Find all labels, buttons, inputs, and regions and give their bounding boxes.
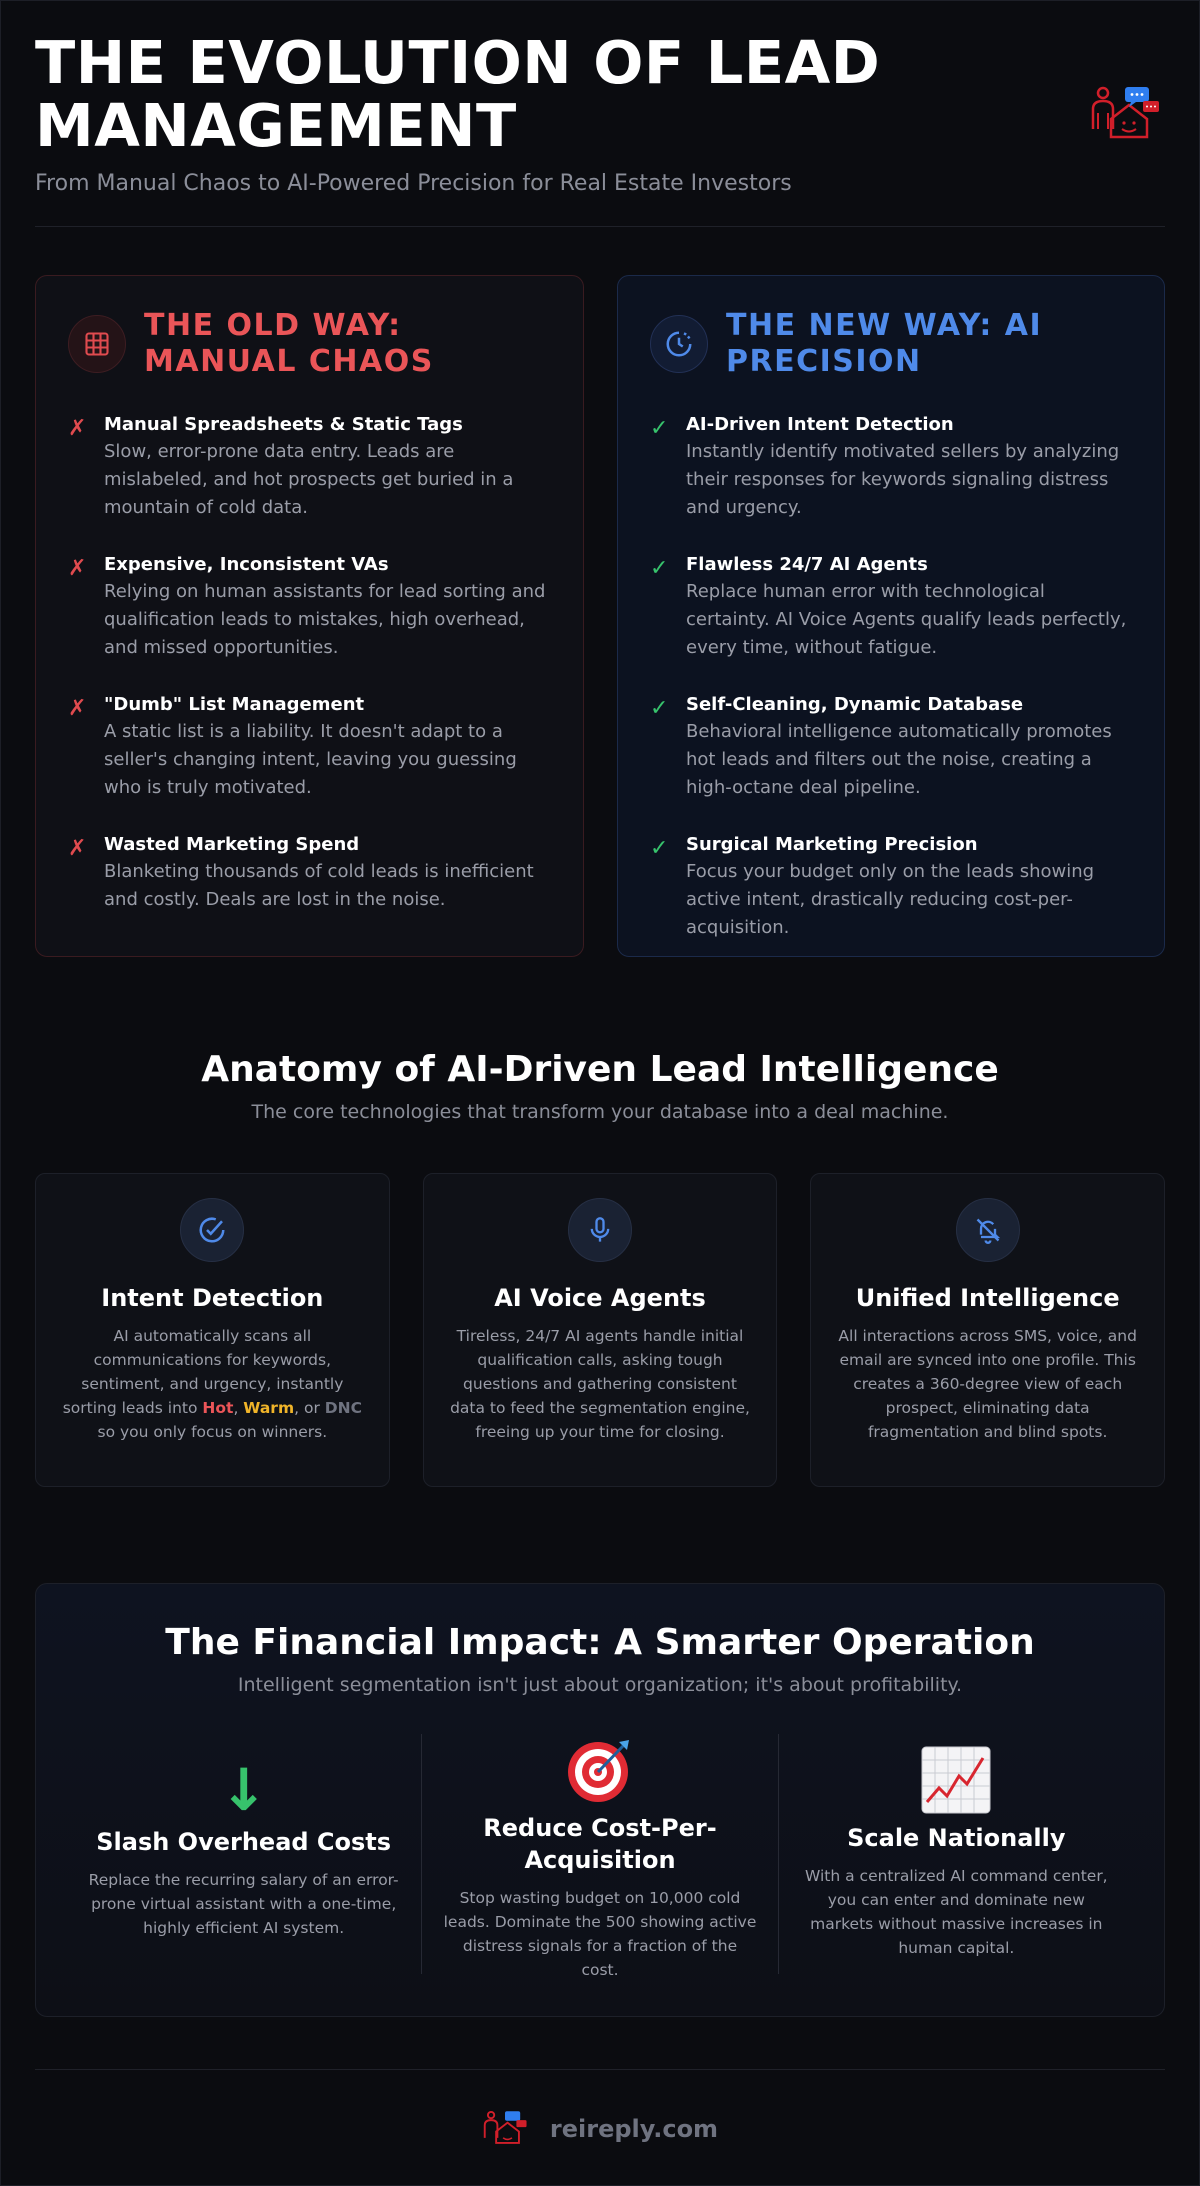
card-text: All interactions across SMS, voice, and email are synced into one profile. This creates a 360-degree view of each prospect, eliminating data fragmentation and blind spots. bbox=[838, 1327, 1137, 1441]
chart-up-icon bbox=[799, 1744, 1114, 1814]
financial-section bbox=[35, 1583, 1165, 2017]
down-arrow-icon bbox=[86, 1756, 401, 1824]
check-icon: ✓ bbox=[650, 556, 669, 581]
separator: , bbox=[233, 1399, 244, 1417]
agent-house-chat-icon bbox=[482, 2110, 528, 2148]
agent-house-chat-icon bbox=[1089, 85, 1161, 145]
item-text: Blanketing thousands of cold leads is inefficient and costly. Deals are lost in the noise. bbox=[104, 861, 534, 910]
list-item bbox=[68, 692, 551, 802]
item-title: "Dumb" List Management bbox=[104, 694, 365, 715]
target-icon bbox=[442, 1734, 757, 1804]
list-item bbox=[650, 552, 1132, 662]
item-title: AI-Driven Intent Detection bbox=[686, 414, 954, 435]
check-icon: ✓ bbox=[650, 416, 669, 441]
impact-title: Slash Overhead Costs bbox=[96, 1828, 392, 1856]
header bbox=[35, 1, 1165, 227]
impact-scale-nationally bbox=[778, 1734, 1134, 1974]
impact-reduce-cpa bbox=[421, 1734, 777, 1979]
card-title: Intent Detection bbox=[101, 1284, 324, 1312]
impact-title: Reduce Cost-Per-Acquisition bbox=[483, 1814, 717, 1874]
check-icon: ✓ bbox=[650, 836, 669, 861]
list-item bbox=[650, 832, 1132, 942]
new-way-list bbox=[650, 412, 1132, 942]
anatomy-title: Anatomy of AI-Driven Lead Intelligence bbox=[201, 1049, 999, 1090]
footer-site-link[interactable]: reireply.com bbox=[549, 2115, 719, 2143]
clock-icon bbox=[650, 315, 708, 373]
feature-cards bbox=[35, 1173, 1165, 1487]
new-way-title: THE NEW WAY: AI PRECISION bbox=[726, 308, 1043, 379]
old-way-list bbox=[68, 412, 551, 914]
list-item bbox=[68, 832, 551, 914]
warm-label: Warm bbox=[243, 1399, 295, 1417]
item-title: Surgical Marketing Precision bbox=[686, 834, 978, 855]
item-text: A static list is a liability. It doesn't adapt to a seller's changing intent, leaving you guessing who is truly motivated. bbox=[104, 721, 517, 798]
item-title: Self-Cleaning, Dynamic Database bbox=[686, 694, 1024, 715]
list-item bbox=[650, 692, 1132, 802]
microphone-icon bbox=[568, 1198, 632, 1262]
card-title: AI Voice Agents bbox=[494, 1284, 706, 1312]
dnc-label: DNC bbox=[324, 1399, 362, 1417]
impact-text: Stop wasting budget on 10,000 cold leads. Dominate the 500 showing active distress signals for a fraction of the cost. bbox=[443, 1889, 757, 1979]
card-title: Unified Intelligence bbox=[855, 1284, 1120, 1312]
card-text-post: so you only focus on winners. bbox=[97, 1423, 328, 1441]
financial-title: The Financial Impact: A Smarter Operation bbox=[165, 1622, 1035, 1663]
page-title: THE EVOLUTION OF LEAD MANAGEMENT bbox=[35, 28, 881, 160]
item-title: Expensive, Inconsistent VAs bbox=[104, 554, 389, 575]
hot-label: Hot bbox=[202, 1399, 234, 1417]
old-way-header bbox=[68, 308, 551, 380]
cross-icon: ✗ bbox=[68, 696, 87, 721]
impact-text: With a centralized AI command center, you can enter and dominate new markets without massive increases in human capital. bbox=[805, 1867, 1108, 1957]
item-text: Replace human error with technological certainty. AI Voice Agents qualify leads perfectly, every time, without fatigue. bbox=[686, 581, 1127, 658]
impact-text: Replace the recurring salary of an error-prone virtual assistant with a one-time, highly efficient AI system. bbox=[88, 1871, 399, 1937]
item-title: Wasted Marketing Spend bbox=[104, 834, 360, 855]
comparison-section bbox=[35, 275, 1165, 957]
feature-card-unified-intelligence bbox=[810, 1173, 1165, 1487]
item-text: Behavioral intelligence automatically promotes hot leads and filters out the noise, creating a high-octane deal pipeline. bbox=[686, 721, 1112, 798]
bell-off-icon bbox=[956, 1198, 1020, 1262]
impact-title: Scale Nationally bbox=[847, 1824, 1066, 1852]
cross-icon: ✗ bbox=[68, 836, 87, 861]
card-text-pre: AI automatically scans all communications for keywords, sentiment, and urgency, instantly sorting leads into bbox=[62, 1327, 344, 1417]
new-way-header bbox=[650, 308, 1132, 380]
check-icon: ✓ bbox=[650, 696, 669, 721]
cross-icon: ✗ bbox=[68, 416, 87, 441]
item-text: Relying on human assistants for lead sorting and qualification leads to mistakes, high overhead, and missed opportunities. bbox=[104, 581, 546, 658]
spreadsheet-grid-icon bbox=[68, 315, 126, 373]
old-way-panel bbox=[35, 275, 584, 957]
list-item bbox=[68, 552, 551, 662]
item-title: Manual Spreadsheets & Static Tags bbox=[104, 414, 463, 435]
cross-icon: ✗ bbox=[68, 556, 87, 581]
item-text: Instantly identify motivated sellers by analyzing their responses for keywords signaling distress and urgency. bbox=[686, 441, 1120, 518]
item-text: Focus your budget only on the leads showing active intent, drastically reducing cost-per-acquisition. bbox=[686, 861, 1095, 938]
check-circle-icon bbox=[180, 1198, 244, 1262]
down-arrow-glyph: ↓ bbox=[219, 1756, 268, 1824]
impact-slash-overhead bbox=[66, 1734, 421, 1974]
item-text: Slow, error-prone data entry. Leads are mislabeled, and hot prospects get buried in a mountain of cold data. bbox=[104, 441, 514, 518]
financial-columns bbox=[66, 1734, 1134, 1979]
old-way-title: THE OLD WAY: MANUAL CHAOS bbox=[144, 308, 434, 379]
list-item bbox=[68, 412, 551, 522]
card-text bbox=[58, 1324, 367, 1444]
item-title: Flawless 24/7 AI Agents bbox=[686, 554, 928, 575]
footer bbox=[35, 2069, 1165, 2148]
card-text: Tireless, 24/7 AI agents handle initial qualification calls, asking tough questions and gathering consistent data to feed the segmentation engine, freeing up your time for closing. bbox=[450, 1327, 750, 1441]
new-way-panel bbox=[617, 275, 1165, 957]
financial-subtitle: Intelligent segmentation isn't just about organization; it's about profitability. bbox=[237, 1674, 963, 1696]
feature-card-ai-voice-agents bbox=[423, 1173, 778, 1487]
anatomy-section bbox=[35, 1047, 1165, 1487]
feature-card-intent-detection bbox=[35, 1173, 390, 1487]
list-item bbox=[650, 412, 1132, 522]
page-subtitle: From Manual Chaos to AI-Powered Precision for Real Estate Investors bbox=[35, 171, 792, 196]
separator: , or bbox=[294, 1399, 325, 1417]
anatomy-subtitle: The core technologies that transform your database into a deal machine. bbox=[251, 1101, 949, 1123]
